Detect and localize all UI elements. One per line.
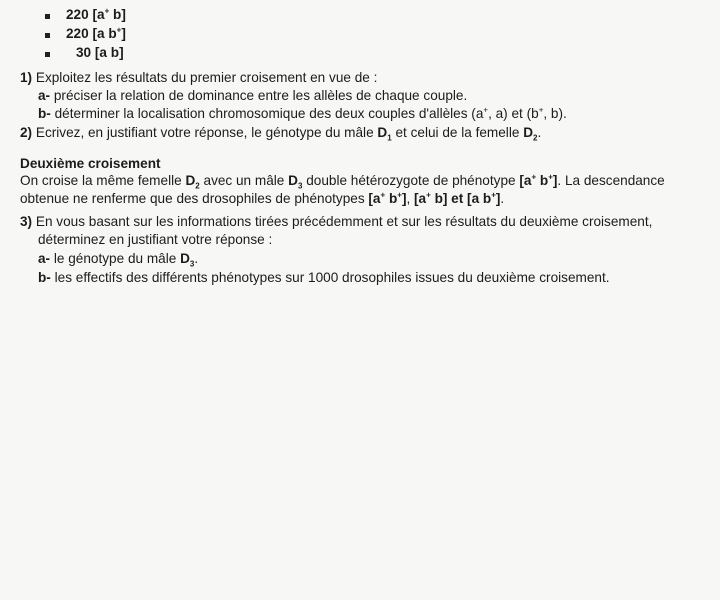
- question-3b: b- les effectifs des différents phénotypes sur 1000 drosophiles issues du deuxième croisement.: [38, 270, 610, 285]
- section-2-line-1: On croise la même femelle $D_2$ avec un mâle $D_3$ double hétérozygote de phénotype [a+ b+]. La descendance: [20, 172, 665, 191]
- section-2-line-2: obtenue ne renferme que des drosophiles de phénotypes [a+ b+], [a+ b] et [a b+].: [20, 190, 505, 206]
- result-row: 220 [a+ b]: [66, 6, 126, 22]
- question-3a: a- le génotype du mâle $D_3$.: [38, 251, 199, 269]
- question-3-continued: déterminez en justifiant votre réponse :: [38, 232, 273, 247]
- section-heading: Deuxième croisement: [20, 156, 161, 171]
- question-1: 1) Exploitez les résultats du premier croisement en vue de :: [20, 70, 378, 85]
- question-3: 3) En vous basant sur les informations tirées précédemment et sur les résultats du deuxième croisement,: [20, 214, 653, 229]
- result-row: 220 [a b+]: [66, 25, 126, 41]
- question-1b: b- déterminer la localisation chromosomique des deux couples d'allèles (a+, a) et (b+, b).: [38, 105, 567, 121]
- question-2: 2) Ecrivez, en justifiant votre réponse, le génotype du mâle $D_1$ et celui de la femelle $D_2$.: [20, 125, 542, 143]
- result-row: 30 [a b]: [76, 45, 124, 60]
- question-1a: a- préciser la relation de dominance entre les allèles de chaque couple.: [38, 88, 468, 103]
- bullet-marker: [45, 52, 50, 57]
- bullet-marker: [45, 14, 50, 19]
- bullet-marker: [45, 33, 50, 38]
